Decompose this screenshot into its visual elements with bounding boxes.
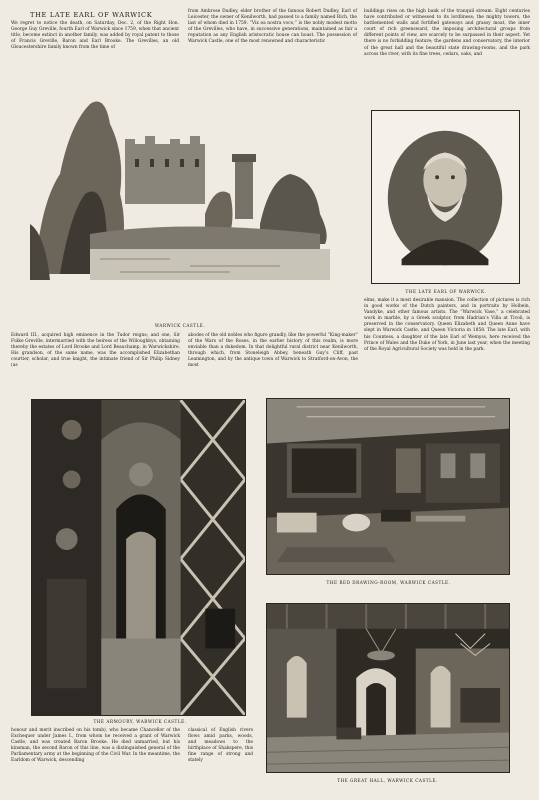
article-col3-top: buildings rises on the high bank of the tranquil stream. Eight centuries have contributed or witnessed to its lordliness; the mighty towers, the battlemented walls and fortified gateways and grassy moat, the inner court of rich greensward, the imposing architectural groups from different points of view, are scarcely to be surpassed in their aspect. Yet there is no forbidding feature; the gardens and conservatory, the interior of the great hall and the beautiful state drawing-rooms, and the park across the river, with its fine trees, cedars, oaks, and [364,9,530,57]
article-col2-mid: abodes of the old nobles who figure grandly, like the powerful “King-maker” of the Wars of the Roses, in the earlier history of this realm, is more enviable than a dukedom. In that delightful rural district near Kenilworth, through which, from Stoneleigh Abbey, beneath Guy’s Cliff, past Leamington, and by the antique town of Warwick to Stratford-on-Avon, the most [188,333,358,369]
article-col3-mid: elms, make it a most desirable mansion. The collection of pictures is rich in good works of the Dutch painters, and in portraits by Holbein, Vandyke, and other famous artists. The “Warwick Vase,” a celebrated work in marble, by a Greek sculptor, from Hadrian’s Villa at Tivoli, is preserved in the conservatory. Queen Elizabeth and Queen Anne have slept in Warwick Castle, and Queen Victoria in 1858. The late Earl, with his Countess, a daughter of the late Earl of Wemyss, here received the Prince of Wales and the Duke of York, in June last year, when the meeting of the Royal Agricultural Society was held in the park. [364,298,530,352]
caption-great-hall: THE GREAT HALL, WARWICK CASTLE. [337,778,438,783]
caption-armoury: THE ARMOURY, WARWICK CASTLE. [93,719,187,724]
article-headline: THE LATE EARL OF WARWICK [30,11,153,19]
article-col2-bottom: classical of English rivers flows amid parks, woods, and meadows to the birthplace of Shakspere, this fine range of strong and stately [188,728,253,764]
earl-portrait [371,110,520,284]
caption-warwick-castle: WARWICK CASTLE. [154,323,206,328]
red-drawing-room-photo [266,398,510,575]
warwick-castle-illustration [30,84,330,280]
great-hall-photo [266,603,510,773]
armoury-photo [31,399,246,716]
caption-earl-portrait: THE LATE EARL OF WARWICK. [405,289,487,294]
article-col1-top: We regret to notice the death, on Saturday, Dec. 2, of the Right Hon. George Guy Greville, fourth Earl of Warwick since 1759, when that ancient title, become extinct in another family, was added by royal patent to those of Francis Greville, Baron and Earl Brooke. The Grevilles, an old Gloucestershire family known from the time of [11,21,179,51]
caption-red-drawing-room: THE RED DRAWING-ROOM, WARWICK CASTLE. [326,580,451,585]
article-col2-top: from Ambrose Dudley, elder brother of the famous Robert Dudley, Earl of Leicester, the owner of Kenilworth, had passed to a family named Rich, the last of whom died in 1759. “Vix ea nostra voco,” is the nobly modest motto of the Grevilles, who have, in successive generations, maintained as fair a reputation as any English aristocratic house can boast. The possession of Warwick Castle, one of the most renowned and characteristic [188,9,357,45]
article-col1-bottom: honour and merit inscribed on his tomb), who became Chancellor of the Exchequer under James I., from whom he received a grant of Warwick Castle, and was created Baron Brooke. He died unmarried, but his kinsman, the second Baron of this line, was a distinguished general of the Parliamentary army at the beginning of the Civil War. In the meantime, the Earldom of Warwick, descending [11,728,180,764]
article-col1-mid: Edward III., acquired high eminence in the Tudor reigns; and one, Sir Fulke Greville, intermarried with the heiress of the Willoughbys, obtaining thereby the estates of Lord Brooke and Lord Beauchamp, in Warwickshire. His grandson, of the same name, was the accomplished Elizabethan courtier, scholar, and true knight, the intimate friend of Sir Philip Sidney (as [11,333,180,369]
